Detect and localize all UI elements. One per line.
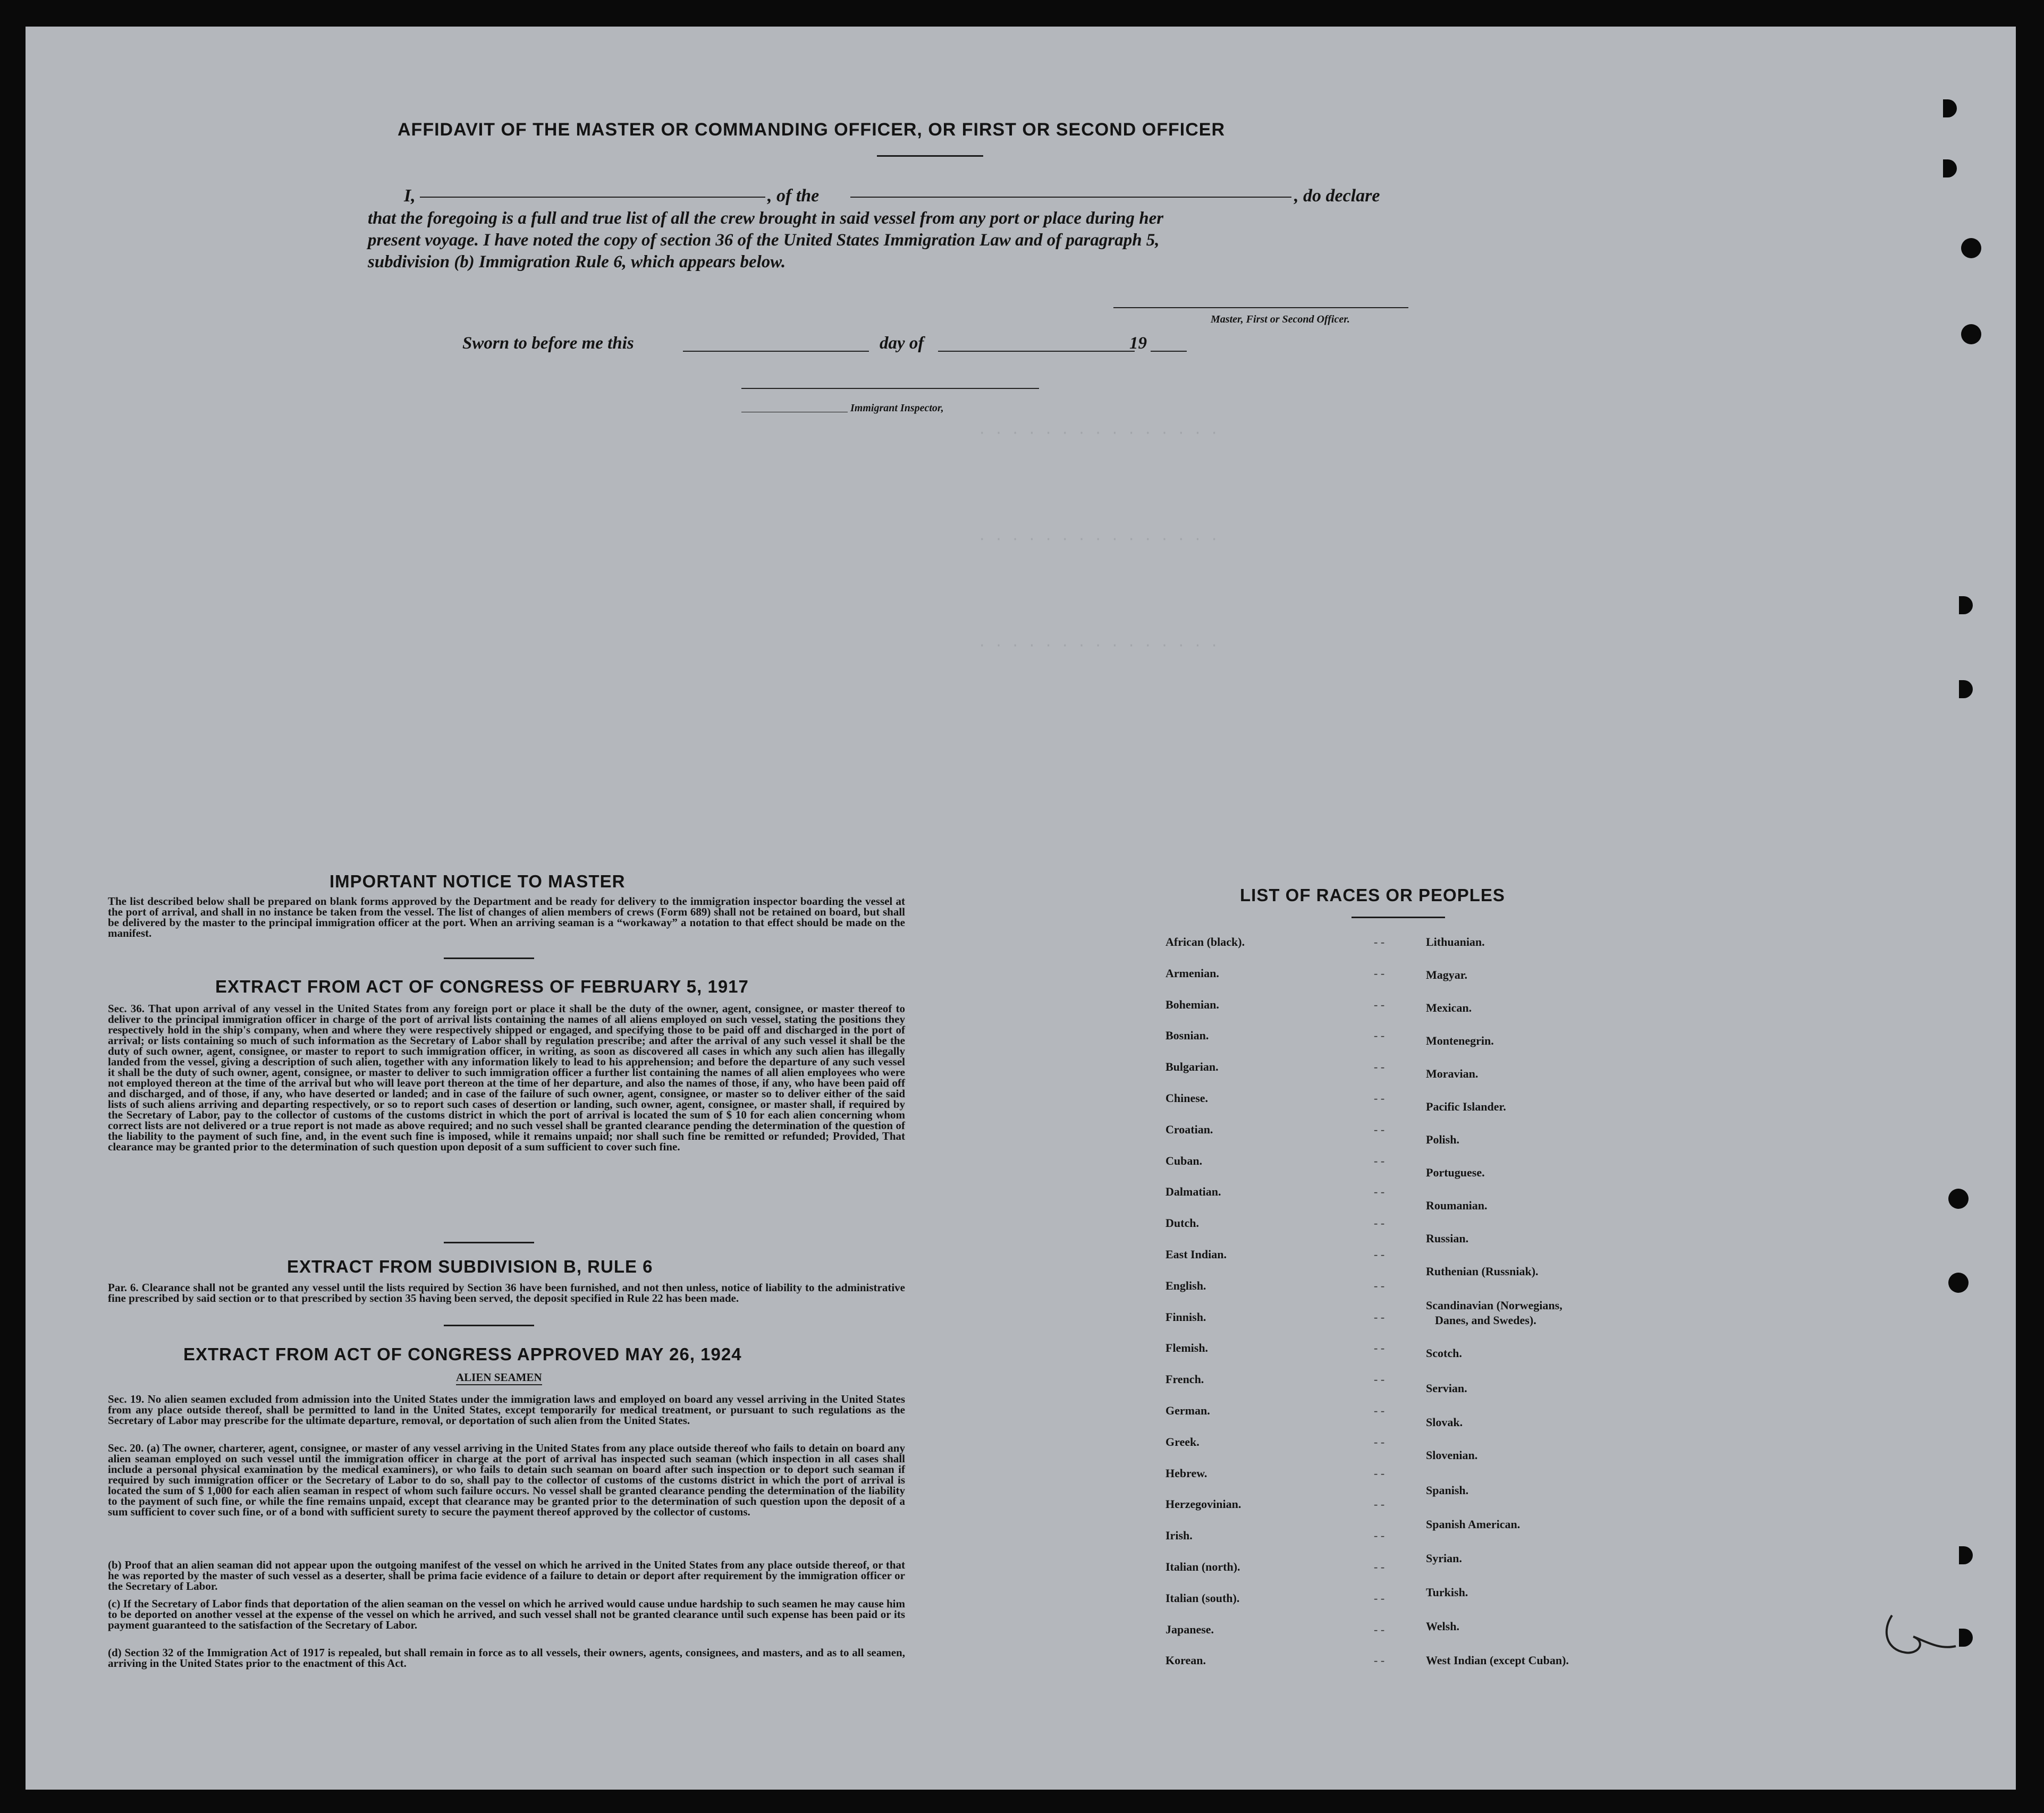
race-item: Russian. [1426, 1232, 1469, 1245]
leader-dash: - - [1374, 1622, 1385, 1636]
race-item: Scotch. [1426, 1346, 1462, 1360]
act-1924-sec20a: Sec. 20. (a) The owner, charterer, agent, consignee, or master of any vessel arriving in the United States from any place outside thereof who fails to detain on board any alien seaman employed on such vessel until the immigration officer in charge at the port of arrival has inspected such seaman (which inspection in all cases shall include a personal physical examination by the medical examiners), or who fails to detain such seaman on board after such inspection or to deport such seaman if required by such immigration officer or the Secretary of Labor to do so, shall pay to the collector of customs of the customs district in which the port of arrival is located the sum of $ 1,000 for each alien seaman in respect of whom such failure occurs. No vessel shall be granted clearance pending the determination of the liability to the payment of such fine, or while the fine remains unpaid, except that clearance may be granted prior to the determination of such question upon the deposit of a sum sufficient to cover such fine, or of a bond with sufficient surety to secure the payment thereof approved by the collector of customs. [108, 1442, 905, 1518]
bleed-through-text: · · · · · · · · · · · · · · · [978, 425, 1219, 441]
leader-dash: - - [1374, 1341, 1385, 1355]
race-item: Moravian. [1426, 1067, 1479, 1080]
race-item: Bosnian. [1165, 1029, 1209, 1043]
leader-dash: - - [1374, 997, 1385, 1011]
races-title: LIST OF RACES OR PEOPLES [1240, 885, 1505, 905]
race-item: Bulgarian. [1165, 1060, 1219, 1074]
race-item: Montenegrin. [1426, 1034, 1494, 1047]
race-item: Cuban. [1165, 1154, 1203, 1167]
act-1924-sec20b: (b) Proof that an alien seaman did not appear upon the outgoing manifest of the vessel on which he arrived in the United States from any place outside thereof, or that he was reported by the master of such vessel as a deserter, shall be prima facie evidence of a failure to detain or deport after requirement by the immigration officer or the Secretary of Labor. [108, 1558, 905, 1592]
leader-dash: - - [1374, 1216, 1385, 1230]
bleed-through-text: · · · · · · · · · · · · · · · [978, 531, 1219, 547]
punch-hole [1948, 1189, 1969, 1209]
extract-1917-body: Sec. 36. That upon arrival of any vessel in the United States from any foreign port or place it shall be the duty of the owner, agent, consignee, or master thereof to deliver to the principal immigration officer in charge of the port of arrival lists containing the names of all aliens employed on such vessel, stating the positions they respectively hold in the ship's company, when and where they were respectively shipped or engaged, and specifying those to be paid off and discharged in the port of arrival; or lists containing so much of such information as the Secretary of Labor shall by regulation prescribe; and after the arrival of any such vessel it shall be the duty of such owner, agent, consignee, or master to report to such immigration officer, in writing, as soon as discovered all cases in which any such alien has illegally landed from the vessel, giving a description of such alien, together with any information likely to lead to his apprehension; and before the departure of any such vessel it shall be the duty of such owner, agent, consignee, or master to deliver to such immigration officer a further list containing the names of all alien employees who were not employed thereon at the time of the arrival but who will leave port thereon at the time of her departure, and also the names of those, if any, who have been paid off and discharged, and of those, if any, who have deserted or landed; and in case of the failure of such owner, agent, consignee, or master so to deliver either of the said lists of such aliens arriving and departing respectively, or so to report such cases of desertion or landing, such owner, agent, consignee, or master shall, if required by the Secretary of Labor, pay to the collector of customs of the customs district in which the port of arrival is located the sum of $ 10 for each alien concerning whom correct lists are not delivered or a true report is not made as above required; and no such vessel shall be granted clearance pending the determination of the question of the liability to the payment of such fine, and, in the event such fine is imposed, while it remains unpaid; nor shall such fine be remitted or refunded; Provided, That clearance may be granted prior to the determination of such question upon deposit of a sum sufficient to cover such fine. [108, 1002, 905, 1153]
leader-dash: - - [1374, 1185, 1385, 1199]
act-1924-sec19: Sec. 19. No alien seamen excluded from admission into the United States under the immigration laws and employed on board any vessel arriving in the United States from any place outside thereof, shall be permitted to land in the United States, except temporarily for medical treatment, or pursuant to such regulations as the Secretary of Labor may prescribe for the ultimate departure, removal, or deportation of such alien from the United States. [108, 1393, 905, 1427]
notice-body: The list described below shall be prepared on blank forms approved by the Department and be ready for delivery to the immigration inspector boarding the vessel at the port of arrival, and shall in no instance be taken from the vessel. The list of changes of alien members of crews (Form 689) shall not be retained on board, but shall be delivered by the master to the principal immigration officer at the port. When an arriving seaman is a “workaway” a notation to that effect should be made on the manifest. [108, 895, 905, 939]
punch-hole [1961, 238, 1981, 258]
act-1924-subtitle: ALIEN SEAMEN [456, 1371, 542, 1385]
leader-dash: - - [1374, 1154, 1385, 1167]
race-item: Armenian. [1165, 966, 1219, 980]
punch-hole [1948, 1273, 1969, 1293]
leader-dash: - - [1374, 1435, 1385, 1448]
race-item: German. [1165, 1404, 1210, 1417]
race-item: Bohemian. [1165, 997, 1219, 1011]
notice-title: IMPORTANT NOTICE TO MASTER [330, 871, 626, 891]
leader-dash: - - [1374, 1497, 1385, 1511]
race-item: West Indian (except Cuban). [1426, 1654, 1569, 1667]
race-item: Dutch. [1165, 1216, 1199, 1230]
year-prefix: 19 [1129, 334, 1147, 353]
act-1924-title: EXTRACT FROM ACT OF CONGRESS APPROVED MAY 26, 1924 [183, 1344, 742, 1364]
pencil-mark [1876, 1599, 1961, 1668]
signature-line[interactable] [1113, 307, 1408, 308]
race-item: Japanese. [1165, 1622, 1214, 1636]
race-item: Irish. [1165, 1529, 1193, 1543]
race-item: Italian (north). [1165, 1560, 1240, 1573]
inspector-caption: Immigrant Inspector, [850, 402, 944, 414]
race-item: Portuguese. [1426, 1166, 1485, 1179]
race-item: English. [1165, 1278, 1206, 1292]
leader-dash: - - [1374, 1091, 1385, 1105]
day-of-text: day of [880, 334, 924, 353]
race-item: East Indian. [1165, 1248, 1227, 1261]
bleed-through-text: · · · · · · · · · · · · · · · [978, 638, 1219, 654]
race-item: Syrian. [1426, 1552, 1462, 1565]
leader-dash: - - [1374, 1529, 1385, 1543]
leader-dash: - - [1374, 1560, 1385, 1573]
race-item: French. [1165, 1373, 1204, 1386]
leader-dash: - - [1374, 1373, 1385, 1386]
affidavit-i: I, [404, 186, 416, 206]
leader-dash: - - [1374, 935, 1385, 948]
leader-dash: - - [1374, 966, 1385, 980]
race-item: Croatian. [1165, 1122, 1213, 1136]
race-item: Scandinavian (Norwegians, [1426, 1299, 1562, 1312]
race-item: Turkish. [1426, 1586, 1468, 1599]
leader-dash: - - [1374, 1310, 1385, 1324]
leader-dash: - - [1374, 1404, 1385, 1417]
act-1924-sec20d: (d) Section 32 of the Immigration Act of 1917 is repealed, but shall remain in force as to all vessels, their owners, agents, consignees, and masters, and as to all seamen, arriving in the United States prior to the enactment of this Act. [108, 1646, 905, 1670]
race-item: Spanish. [1426, 1484, 1469, 1497]
signature-caption: Master, First or Second Officer. [1211, 314, 1350, 325]
sworn-day-line[interactable] [683, 351, 869, 352]
race-item: Dalmatian. [1165, 1185, 1221, 1199]
section-rule [444, 1325, 534, 1326]
race-item: Roumanian. [1426, 1199, 1488, 1212]
race-item: Herzegovinian. [1165, 1497, 1241, 1511]
race-item: Magyar. [1426, 968, 1468, 981]
affidavit-line-2: present voyage. I have noted the copy of section 36 of the United States Immigration Law and of paragraph 5, [368, 231, 1160, 250]
leader-dash: - - [1374, 1029, 1385, 1043]
race-item: Welsh. [1426, 1620, 1459, 1633]
act-1924-sec20c: (c) If the Secretary of Labor finds that deportation of the alien seaman on the vessel on which he arrived would cause undue hardship to such seamen he may cause him to be deported on another vessel at the expense of the vessel on which he arrived, and such vessel shall not be granted clearance until such expense has been paid or its payment guaranteed to the satisfaction of the Secretary of Labor. [108, 1597, 905, 1631]
races-rule [1352, 917, 1445, 918]
affidavit-line-1: that the foregoing is a full and true list of all the crew brought in said vessel from any port or place during her [368, 209, 1164, 228]
rule6-title: EXTRACT FROM SUBDIVISION B, RULE 6 [287, 1257, 653, 1276]
race-item: Spanish American. [1426, 1518, 1521, 1531]
race-item: Chinese. [1165, 1091, 1209, 1105]
extract-1917-title: EXTRACT FROM ACT OF CONGRESS OF FEBRUARY 5, 1917 [215, 977, 749, 996]
leader-dash: - - [1374, 1122, 1385, 1136]
race-item: Danes, and Swedes). [1435, 1314, 1536, 1327]
section-rule [444, 1242, 534, 1243]
leader-dash: - - [1374, 1654, 1385, 1667]
affidavit-do-declare: , do declare [1294, 186, 1380, 206]
punch-hole [1961, 324, 1981, 344]
rule6-body: Par. 6. Clearance shall not be granted any vessel until the lists required by Section 36 have been furnished, and not then unless, notice of liability to the administrative fine prescribed by said section or to that prescribed by section 35 having been served, the deposit specified in Rule 22 has been made. [108, 1281, 905, 1304]
section-rule [444, 958, 534, 959]
affidavit-title: AFFIDAVIT OF THE MASTER OR COMMANDING OFFICER, OR FIRST OR SECOND OFFICER [398, 120, 1225, 140]
leader-dash: - - [1374, 1060, 1385, 1074]
title-rule [877, 155, 983, 157]
leader-dash: - - [1374, 1278, 1385, 1292]
race-item: Finnish. [1165, 1310, 1206, 1324]
race-item: Polish. [1426, 1133, 1459, 1146]
inspector-signature-line[interactable] [741, 388, 1039, 389]
affidavit-of-the: , of the [767, 186, 820, 206]
vessel-field-line[interactable] [850, 197, 1291, 198]
race-item: Hebrew. [1165, 1466, 1207, 1480]
race-item: Italian (south). [1165, 1591, 1240, 1605]
affidavit-line-3: subdivision (b) Immigration Rule 6, which appears below. [368, 252, 786, 272]
sworn-year-line[interactable] [1151, 351, 1187, 352]
race-item: Slovenian. [1426, 1448, 1478, 1462]
sworn-month-line[interactable] [938, 351, 1135, 352]
leader-dash: - - [1374, 1466, 1385, 1480]
race-item: Lithuanian. [1426, 935, 1485, 948]
name-field-line[interactable] [420, 197, 765, 198]
race-item: Greek. [1165, 1435, 1200, 1448]
race-item: Flemish. [1165, 1341, 1209, 1355]
sworn-text: Sworn to before me this [462, 334, 634, 353]
leader-dash: - - [1374, 1591, 1385, 1605]
race-item: Pacific Islander. [1426, 1100, 1506, 1113]
race-item: Korean. [1165, 1654, 1206, 1667]
race-item: Servian. [1426, 1382, 1467, 1395]
race-item: Slovak. [1426, 1416, 1463, 1429]
race-item: African (black). [1165, 935, 1245, 948]
race-item: Ruthenian (Russniak). [1426, 1265, 1539, 1278]
leader-dash: - - [1374, 1248, 1385, 1261]
race-item: Mexican. [1426, 1001, 1472, 1014]
